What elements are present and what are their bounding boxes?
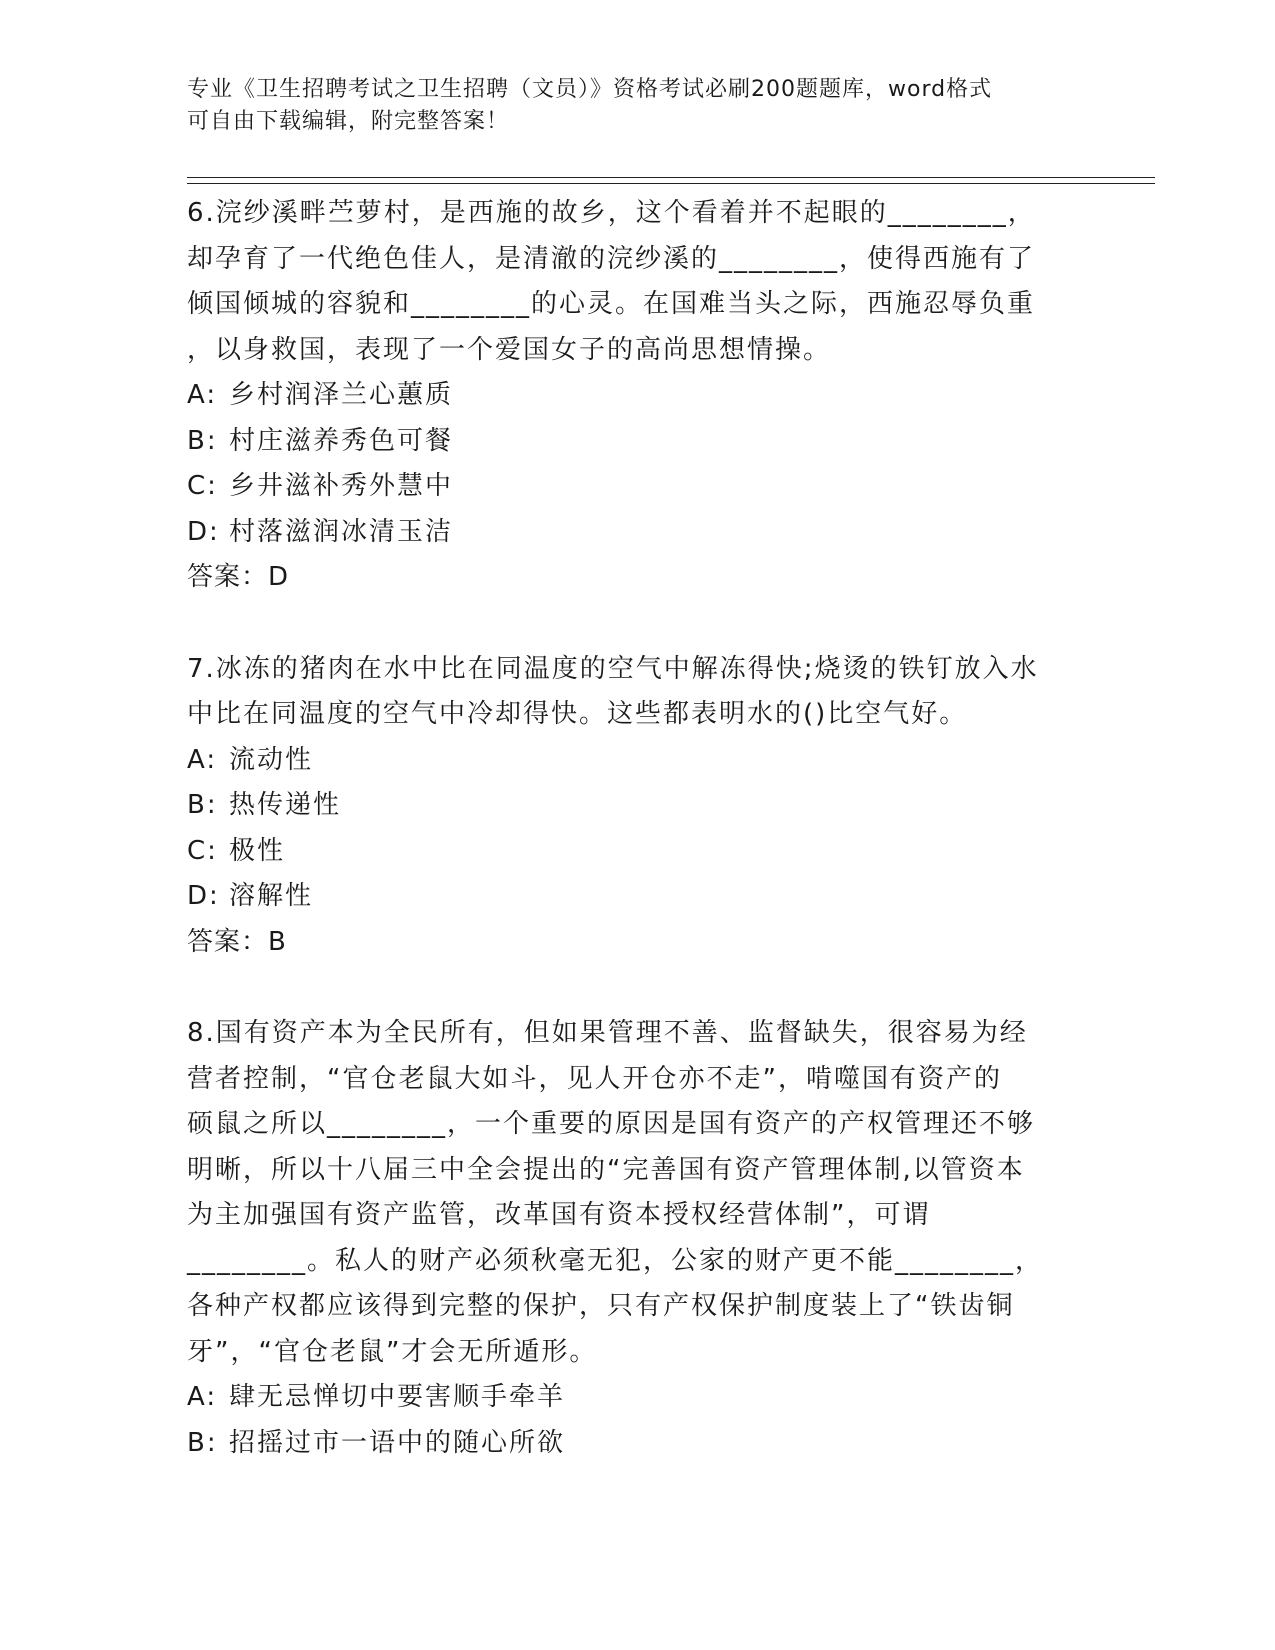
header-line-2: 可自由下载编辑，附完整答案！ (187, 109, 510, 134)
question-stem-line: ，以身救国，表现了一个爱国女子的高尚思想情操。 (187, 334, 832, 365)
option-text: 极性 (229, 835, 286, 866)
answer-key: 答案：B (187, 926, 287, 957)
answer-option (187, 1375, 1087, 1421)
answer-option (187, 829, 1087, 875)
option-letter: D: (187, 516, 220, 547)
question-stem-line: 为主加强国有资产监管，改革国有资本授权经营体制”，可谓 (187, 1200, 931, 1230)
document-header (187, 74, 1067, 138)
option-text: 村庄滋养秀色可餐 (229, 425, 454, 456)
option-letter: D: (187, 881, 220, 911)
option-letter: B: (187, 1427, 218, 1458)
header-divider-bottom (187, 183, 1155, 184)
option-text: 肆无忌惮切中要害顺手牵羊 (229, 1382, 566, 1412)
question-stem-line: 6.浣纱溪畔苎萝村，是西施的故乡，这个看着并不起眼的________， (187, 198, 1036, 228)
option-letter: A: (187, 1382, 218, 1412)
option-letter: C: (187, 835, 218, 866)
option-text: 乡村润泽兰心蕙质 (229, 380, 454, 410)
header-divider-top (187, 177, 1155, 178)
question-block (187, 647, 1087, 966)
option-letter: B: (187, 425, 218, 456)
question-stem-line: 倾国倾城的容貌和________的心灵。在国难当头之际，西施忍辱负重 (187, 289, 1036, 319)
option-text: 溶解性 (229, 881, 314, 911)
answer-option (187, 464, 1087, 510)
option-text: 流动性 (229, 744, 314, 775)
option-letter: B: (187, 790, 218, 820)
question-block (187, 191, 1087, 601)
answer-option (187, 1421, 1087, 1467)
header-line-1: 专业《卫生招聘考试之卫生招聘（文员）》资格考试必刷200题题库，word格式 (187, 77, 993, 102)
question-stem-line: 却孕育了一代绝色佳人，是清澈的浣纱溪的________，使得西施有了 (187, 243, 1036, 274)
answer-option (187, 738, 1087, 784)
option-text: 热传递性 (229, 790, 342, 820)
option-letter: A: (187, 380, 218, 410)
answer-option (187, 874, 1087, 920)
question-stem-line: 牙”，“官仓老鼠”才会无所遁形。 (187, 1336, 598, 1367)
answer-key: 答案：D (187, 562, 290, 592)
question-stem-line: ________。私人的财产必须秋毫无犯，公家的财产更不能________， (187, 1245, 1044, 1276)
option-text: 招摇过市一语中的随心所欲 (229, 1427, 566, 1458)
question-block (187, 1011, 1087, 1466)
option-letter: A: (187, 744, 218, 775)
question-stem-line: 营者控制，“官仓老鼠大如斗，见人开仓亦不走”，啃噬国有资产的 (187, 1063, 1002, 1094)
question-stem-line: 7.冰冻的猪肉在水中比在同温度的空气中解冻得快;烧烫的铁钉放入水 (187, 653, 1039, 684)
question-stem-line: 中比在同温度的空气中冷却得快。这些都表明水的()比空气好。 (187, 699, 968, 729)
answer-option (187, 510, 1087, 556)
option-letter: C: (187, 471, 218, 501)
answer-option (187, 783, 1087, 829)
question-stem-line: 8.国有资产本为全民所有，但如果管理不善、监督缺失，很容易为经 (187, 1018, 1028, 1048)
question-stem-line: 硕鼠之所以________，一个重要的原因是国有资产的产权管理还不够 (187, 1109, 1036, 1139)
question-stem-line: 明晰，所以十八届三中全会提出的“完善国有资产管理体制,以管资本 (187, 1154, 1025, 1185)
option-text: 乡井滋补秀外慧中 (229, 471, 454, 501)
option-text: 村落滋润冰清玉洁 (229, 516, 454, 547)
question-stem-line: 各种产权都应该得到完整的保护，只有产权保护制度装上了“铁齿铜 (187, 1291, 1015, 1321)
answer-option (187, 419, 1087, 465)
answer-option (187, 373, 1087, 419)
question-list (187, 191, 1087, 1512)
